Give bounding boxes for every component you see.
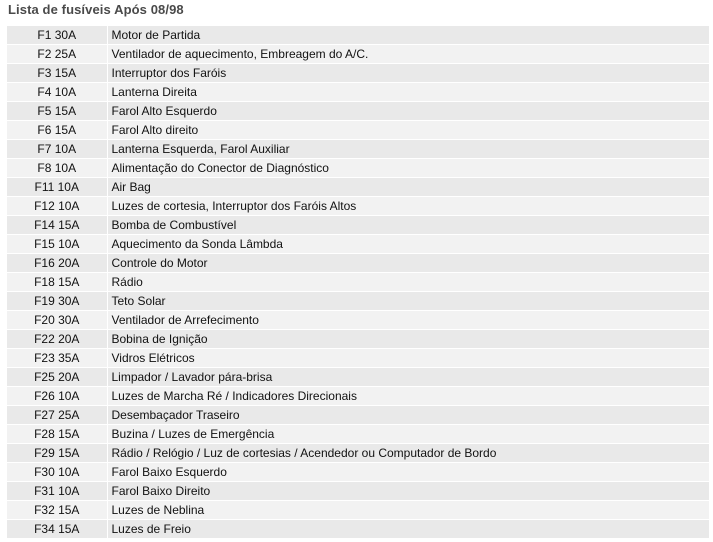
table-row — [7, 216, 709, 235]
description-cell: Luzes de Freio — [107, 520, 709, 539]
table-row — [7, 349, 709, 368]
table-row — [7, 444, 709, 463]
description-cell: Interruptor dos Faróis — [107, 64, 709, 83]
table-row — [7, 425, 709, 444]
fuse-cell: F22 20A — [7, 330, 107, 349]
fuse-cell: F2 25A — [7, 45, 107, 64]
fuse-cell: F15 10A — [7, 235, 107, 254]
description-cell: Farol Alto Esquerdo — [107, 102, 709, 121]
fuse-table-body — [7, 26, 709, 539]
fuse-cell: F16 20A — [7, 254, 107, 273]
description-cell: Luzes de Marcha Ré / Indicadores Direcionais — [107, 387, 709, 406]
description-cell: Teto Solar — [107, 292, 709, 311]
table-row — [7, 159, 709, 178]
fuse-table — [7, 25, 709, 538]
fuse-cell: F1 30A — [7, 26, 107, 45]
description-cell: Desembaçador Traseiro — [107, 406, 709, 425]
description-cell: Luzes de Neblina — [107, 501, 709, 520]
description-cell: Luzes de cortesia, Interruptor dos Faróis Altos — [107, 197, 709, 216]
description-cell: Farol Baixo Direito — [107, 482, 709, 501]
fuse-cell: F5 15A — [7, 102, 107, 121]
fuse-cell: F20 30A — [7, 311, 107, 330]
table-row — [7, 121, 709, 140]
table-row — [7, 273, 709, 292]
fuse-cell: F23 35A — [7, 349, 107, 368]
table-row — [7, 501, 709, 520]
table-row — [7, 178, 709, 197]
table-row — [7, 235, 709, 254]
fuse-cell: F4 10A — [7, 83, 107, 102]
fuse-cell: F19 30A — [7, 292, 107, 311]
description-cell: Farol Baixo Esquerdo — [107, 463, 709, 482]
description-cell: Bobina de Ignição — [107, 330, 709, 349]
fuse-cell: F27 25A — [7, 406, 107, 425]
table-row — [7, 140, 709, 159]
fuse-cell: F28 15A — [7, 425, 107, 444]
table-row — [7, 45, 709, 64]
fuse-cell: F25 20A — [7, 368, 107, 387]
fuse-cell: F32 15A — [7, 501, 107, 520]
fuse-cell: F12 10A — [7, 197, 107, 216]
table-row — [7, 26, 709, 45]
fuse-cell: F6 15A — [7, 121, 107, 140]
fuse-cell: F30 10A — [7, 463, 107, 482]
fuse-cell: F34 15A — [7, 520, 107, 539]
table-row — [7, 520, 709, 539]
fuse-cell: F3 15A — [7, 64, 107, 83]
description-cell: Farol Alto direito — [107, 121, 709, 140]
fuse-cell: F14 15A — [7, 216, 107, 235]
table-row — [7, 102, 709, 121]
table-row — [7, 254, 709, 273]
table-row — [7, 292, 709, 311]
fuse-cell: F11 10A — [7, 178, 107, 197]
description-cell: Aquecimento da Sonda Lâmbda — [107, 235, 709, 254]
table-row — [7, 482, 709, 501]
description-cell: Lanterna Direita — [107, 83, 709, 102]
fuse-list-title: Lista de fusíveis Após 08/98 — [8, 2, 184, 17]
description-cell: Limpador / Lavador pára-brisa — [107, 368, 709, 387]
description-cell: Ventilador de aquecimento, Embreagem do A/C. — [107, 45, 709, 64]
description-cell: Ventilador de Arrefecimento — [107, 311, 709, 330]
fuse-cell: F31 10A — [7, 482, 107, 501]
table-row — [7, 387, 709, 406]
table-row — [7, 330, 709, 349]
table-row — [7, 83, 709, 102]
description-cell: Vidros Elétricos — [107, 349, 709, 368]
fuse-cell: F8 10A — [7, 159, 107, 178]
table-row — [7, 197, 709, 216]
description-cell: Rádio — [107, 273, 709, 292]
description-cell: Buzina / Luzes de Emergência — [107, 425, 709, 444]
description-cell: Bomba de Combustível — [107, 216, 709, 235]
fuse-cell: F29 15A — [7, 444, 107, 463]
description-cell: Lanterna Esquerda, Farol Auxiliar — [107, 140, 709, 159]
table-row — [7, 64, 709, 83]
description-cell: Controle do Motor — [107, 254, 709, 273]
fuse-cell: F26 10A — [7, 387, 107, 406]
fuse-cell: F18 15A — [7, 273, 107, 292]
table-row — [7, 406, 709, 425]
description-cell: Alimentação do Conector de Diagnóstico — [107, 159, 709, 178]
description-cell: Air Bag — [107, 178, 709, 197]
description-cell: Motor de Partida — [107, 26, 709, 45]
table-row — [7, 463, 709, 482]
table-row — [7, 311, 709, 330]
table-row — [7, 368, 709, 387]
description-cell: Rádio / Relógio / Luz de cortesias / Acendedor ou Computador de Bordo — [107, 444, 709, 463]
fuse-cell: F7 10A — [7, 140, 107, 159]
